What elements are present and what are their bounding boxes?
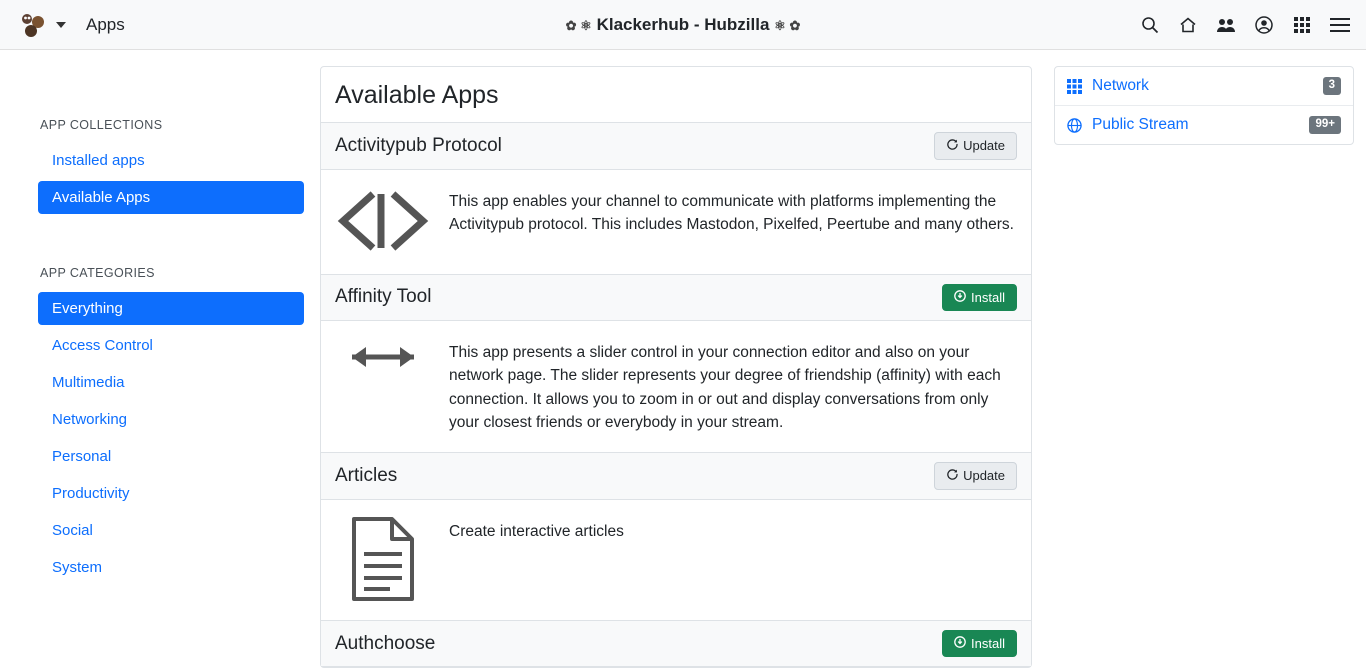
app-header-affinity-tool — [321, 274, 1031, 322]
title-ornament-left: ✿ ⚛ — [565, 17, 592, 33]
right-item-label: Network — [1092, 77, 1149, 94]
sidebar-item-access-control[interactable] — [38, 329, 304, 362]
update-button[interactable] — [934, 462, 1017, 490]
right-item-public-stream[interactable] — [1055, 106, 1353, 144]
navbar-right-group — [1140, 15, 1350, 35]
top-navbar — [0, 0, 1366, 50]
download-circle-icon — [954, 636, 966, 652]
activitypub-arrows-icon — [335, 186, 431, 256]
sidebar-link-access-control[interactable]: Access Control — [52, 337, 153, 354]
update-button-label: Update — [963, 468, 1005, 484]
app-description: This app enables your channel to communicate with platforms implementing the Activitypub protocol. This includes Mastodon, Pixelfed, Peertube and many others. — [449, 192, 1014, 233]
stream-links-card — [1054, 66, 1354, 145]
available-apps-card — [320, 66, 1032, 668]
app-name: Articles — [335, 464, 398, 486]
app-description: Create interactive articles — [449, 522, 624, 540]
sidebar-item-networking[interactable] — [38, 403, 304, 436]
app-categories-menu — [38, 292, 304, 584]
sidebar-item-multimedia[interactable] — [38, 366, 304, 399]
sidebar-item-system[interactable] — [38, 551, 304, 584]
sidebar-item-everything[interactable] — [38, 292, 304, 325]
update-button[interactable] — [934, 132, 1017, 160]
sidebar-link-available-apps[interactable]: Available Apps — [38, 181, 304, 214]
search-icon[interactable] — [1140, 15, 1160, 35]
app-categories-heading: APP CATEGORIES — [40, 266, 155, 280]
apps-grid-icon[interactable] — [1292, 15, 1312, 35]
sidebar-item-productivity[interactable] — [38, 477, 304, 510]
sidebar-link-personal[interactable]: Personal — [52, 448, 112, 465]
navbar-left-group — [16, 8, 125, 42]
sidebar-link-multimedia[interactable]: Multimedia — [52, 374, 125, 391]
sidebar-item-installed-apps[interactable] — [38, 144, 304, 177]
account-icon[interactable] — [1254, 15, 1274, 35]
page-title: Available Apps — [335, 81, 499, 109]
home-icon[interactable] — [1178, 15, 1198, 35]
sidebar-item-personal[interactable] — [38, 440, 304, 473]
app-body-activitypub — [321, 170, 1031, 274]
right-item-label: Public Stream — [1092, 116, 1189, 133]
site-title[interactable]: Klackerhub - Hubzilla — [596, 14, 770, 34]
app-name: Activitypub Protocol — [335, 134, 502, 156]
main-content — [320, 66, 1032, 668]
page-body — [0, 50, 1366, 654]
app-body-affinity-tool — [321, 321, 1031, 452]
app-collections-menu — [38, 144, 304, 214]
install-button[interactable] — [942, 284, 1017, 312]
right-sidebar — [1054, 66, 1354, 145]
app-header-articles — [321, 452, 1031, 500]
caret-down-icon[interactable] — [56, 22, 66, 28]
sidebar-link-productivity[interactable]: Productivity — [52, 485, 130, 502]
sidebar-link-installed-apps[interactable]: Installed apps — [52, 152, 145, 169]
left-sidebar — [0, 66, 320, 588]
app-name: Authchoose — [335, 632, 436, 654]
update-button-label: Update — [963, 138, 1005, 153]
download-circle-icon — [954, 290, 966, 306]
install-button[interactable] — [942, 630, 1017, 658]
app-description: This app presents a slider control in your connection editor and also on your network page. The slider represents your degree of friendship (affinity) with each connection. It allows you to zoom in or out and display conversations from only your closest friends or everybody in your stream. — [449, 344, 1001, 431]
title-ornament-right: ⚛ ✿ — [774, 17, 801, 33]
app-collections-heading: APP COLLECTIONS — [40, 118, 163, 132]
sidebar-link-social[interactable]: Social — [52, 522, 93, 539]
app-name: Affinity Tool — [335, 286, 432, 308]
sidebar-link-system[interactable]: System — [52, 559, 103, 576]
sidebar-item-social[interactable] — [38, 514, 304, 547]
sidebar-link-networking[interactable]: Networking — [52, 411, 128, 428]
refresh-icon — [946, 468, 958, 484]
sidebar-item-available-apps[interactable] — [38, 181, 304, 214]
sidebar-link-everything[interactable]: Everything — [38, 292, 304, 325]
hamburger-menu-icon[interactable] — [1330, 15, 1350, 35]
grid-network-icon — [1067, 79, 1082, 94]
apps-menu-label[interactable]: Apps — [86, 14, 125, 34]
install-button-label: Install — [971, 289, 1005, 305]
status-badge: 3 — [1323, 77, 1341, 95]
globe-icon — [1067, 118, 1082, 133]
double-arrow-slider-icon — [335, 337, 431, 377]
right-item-network[interactable] — [1055, 67, 1353, 106]
status-badge: 99+ — [1309, 116, 1341, 134]
refresh-icon — [946, 138, 958, 154]
app-header-authchoose — [321, 620, 1031, 668]
contacts-icon[interactable] — [1216, 15, 1236, 35]
document-lines-icon — [335, 516, 431, 602]
app-body-articles — [321, 500, 1031, 620]
hubzilla-logo-icon[interactable] — [16, 8, 50, 42]
install-button-label: Install — [971, 635, 1005, 651]
app-header-activitypub — [321, 122, 1031, 170]
